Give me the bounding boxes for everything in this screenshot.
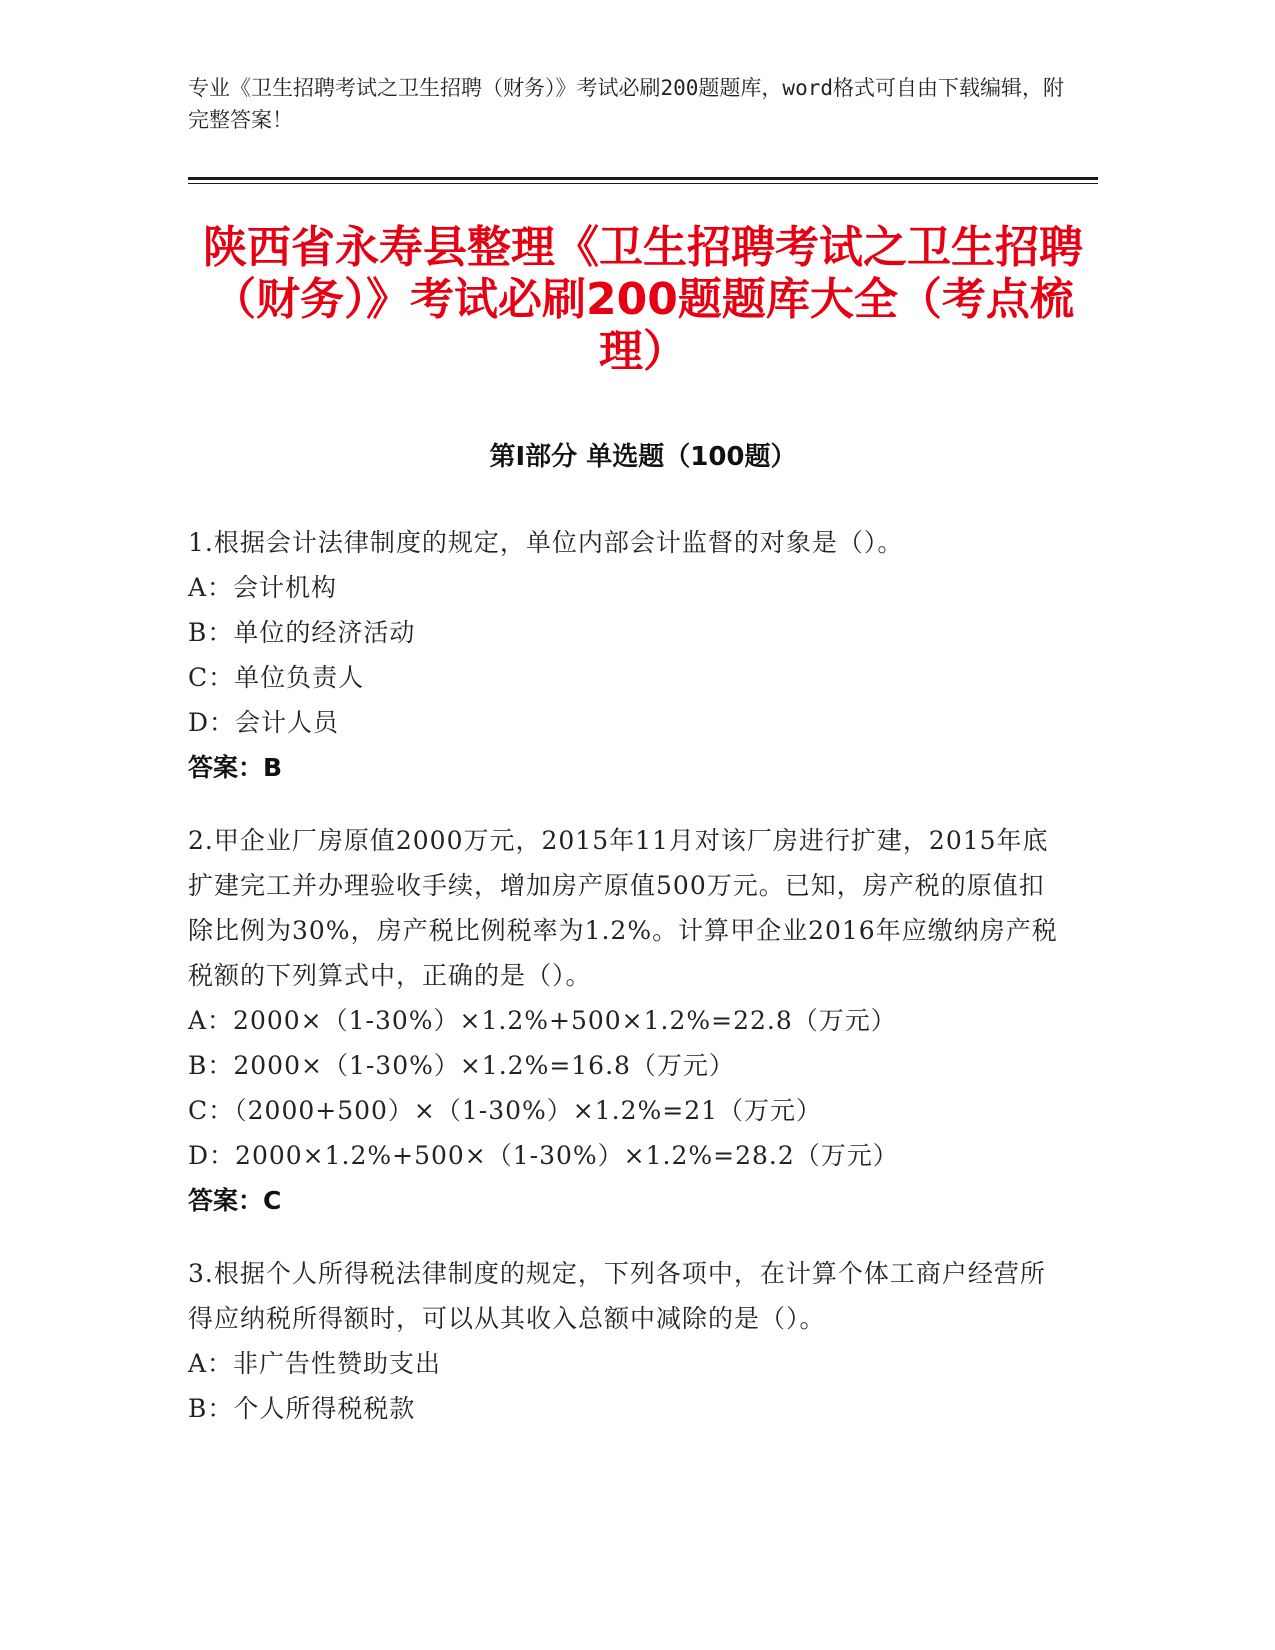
answer: 答案：B [188,753,283,782]
question-list [188,520,1058,1459]
option-a: A：会计机构 [188,573,338,602]
header-divider-thin [188,183,1098,184]
header-note: 专业《卫生招聘考试之卫生招聘（财务）》考试必刷200题题库，word格式可自由下载编辑，附完整答案！ [188,76,1064,132]
question-stem: 3.根据个人所得税法律制度的规定，下列各项中，在计算个体工商户经营所得应纳税所得额时，可以从其收入总额中减除的是（）。 [188,1259,1046,1333]
option-b: B：单位的经济活动 [188,618,416,647]
option-a: A：2000×（1-30%）×1.2%+500×1.2%=22.8（万元） [188,1006,897,1035]
option-b: B：2000×（1-30%）×1.2%=16.8（万元） [188,1051,735,1080]
document-title: 陕西省永寿县整理《卫生招聘考试之卫生招聘（财务）》考试必刷200题题库大全（考点梳理） [203,222,1083,377]
question-2 [188,818,1058,1223]
answer: 答案：C [188,1186,282,1215]
option-d: D：会计人员 [188,708,340,737]
option-c: C：单位负责人 [188,663,365,692]
question-stem: 2.甲企业厂房原值2000万元，2015年11月对该厂房进行扩建，2015年底扩建完工并办理验收手续，增加房产原值500万元。已知，房产税的原值扣除比例为30%，房产税比例税率为1.2%。计算甲企业2016年应缴纳房产税税额的下列算式中，正确的是（）。 [188,826,1058,990]
option-b: B：个人所得税税款 [188,1394,416,1423]
question-stem: 1.根据会计法律制度的规定，单位内部会计监督的对象是（）。 [188,528,904,557]
section-title: 第Ⅰ部分 单选题（100题） [489,442,797,472]
option-c: C：（2000+500）×（1-30%）×1.2%=21（万元） [188,1096,823,1125]
question-1 [188,520,1058,790]
option-a: A：非广告性赞助支出 [188,1349,442,1378]
header-divider-thick [188,177,1098,180]
question-3 [188,1251,1058,1431]
option-d: D：2000×1.2%+500×（1-30%）×1.2%=28.2（万元） [188,1141,899,1170]
